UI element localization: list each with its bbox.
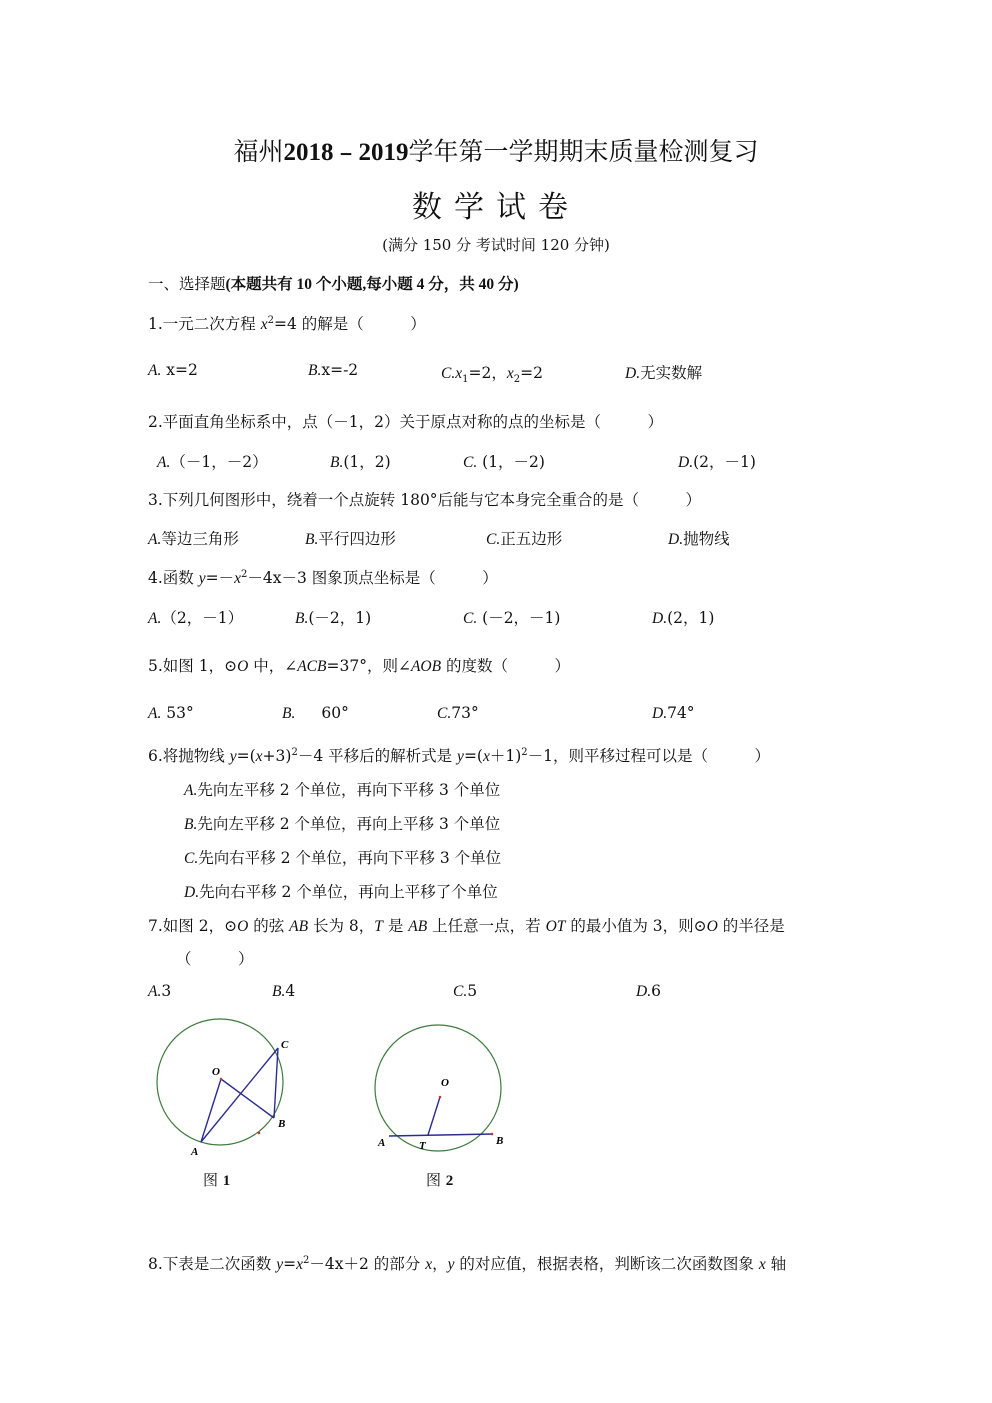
question-1: 1.一元二次方程 $x^2=4$ 的解是（ ） (148, 314, 426, 333)
fig1-label-o: O (212, 1066, 220, 1078)
fig2-label-t: T (419, 1140, 426, 1152)
question-8: 8.下表是二次函数 $y=x^2-4x+2$ 的部分 x，y 的对应值，根据表格，判断该二次函数图象 x 轴 (148, 1254, 787, 1273)
fig1-label-a: A (191, 1146, 199, 1158)
fig1-segments (201, 1048, 278, 1142)
figure-2-diagram (368, 1018, 518, 1168)
q1-option-b: B.x=-2 (308, 361, 359, 379)
q4-option-b: B.(－2，1) (295, 609, 372, 627)
q6-option-a: A.先向左平移 2 个单位，再向下平移 3 个单位 (184, 781, 501, 799)
q1-option-d: D.无实数解 (625, 364, 703, 382)
figure-1-diagram (148, 1012, 298, 1162)
fig2-center-dot (439, 1096, 442, 1099)
question-5: 5.如图 1，⊙O 中，∠ACB=37°，则∠AOB 的度数（ ） (148, 657, 571, 675)
fig2-label-b: B (496, 1135, 504, 1147)
q3-option-b: B.平行四边形 (305, 530, 396, 548)
q2-option-d: D.(2，－1) (678, 453, 756, 471)
q7-option-b: B.4 (272, 982, 296, 1000)
fig2-label-a: A (378, 1137, 386, 1149)
question-4: 4.函数 $y=-x^2-4x-3$ 图象顶点坐标是（ ） (148, 568, 498, 587)
question-6: 6.将抛物线 $y=(x+3)^2-4$ 平移后的解析式是 $y=(x+1)^2-1$，则平移过程可以是（ ） (148, 746, 771, 765)
q3-option-d: D.抛物线 (668, 530, 730, 548)
fig2-circle (375, 1025, 504, 1151)
fig1-center-dot (220, 1078, 223, 1081)
fig2-segments (389, 1097, 493, 1136)
q5-option-d: D.74° (652, 704, 695, 722)
q1-option-a: A. x=2 (148, 361, 198, 379)
q3-option-a: A.等边三角形 (148, 530, 239, 548)
fig1-label-c: C (281, 1039, 289, 1051)
exam-title: 福州2018﹣2019学年第一学期期末质量检测复习 (233, 137, 759, 166)
fig1-arc-dot (258, 1132, 261, 1135)
q6-option-d: D.先向右平移 2 个单位，再向上平移了个单位 (184, 883, 498, 901)
q7-option-c: C.5 (453, 982, 478, 1000)
exam-note: (满分 150 分 考试时间 120 分钟) (382, 236, 610, 254)
q1-option-c: $C.x_1=2$，$x_2=2$ (441, 364, 543, 386)
question-2: 2.平面直角坐标系中，点（－1，2）关于原点对称的点的坐标是（ ） (148, 413, 664, 431)
fig2-arc-dot (491, 1133, 494, 1136)
q6-option-b: B.先向左平移 2 个单位，再向上平移 3 个单位 (184, 815, 501, 833)
section-heading: 一、选择题(本题共有 10 个小题,每小题 4 分，共 40 分) (148, 275, 519, 293)
q4-option-a: A.（2，－1） (148, 609, 244, 627)
figure-1-caption: 图 1 (203, 1171, 231, 1189)
question-3: 3.下列几何图形中，绕着一个点旋转 180°后能与它本身完全重合的是（ ） (148, 491, 702, 509)
q3-option-c: C.正五边形 (486, 530, 563, 548)
question-7-paren: （ ） (176, 950, 254, 968)
q4-option-d: D.(2，1) (652, 609, 715, 627)
q5-option-b: B. 60° (282, 704, 349, 722)
q2-option-a: A.（－1，－2） (157, 453, 268, 471)
q5-option-a: A. 53° (148, 704, 194, 722)
q5-option-c: C.73° (437, 704, 479, 722)
figure-2-caption: 图 2 (426, 1171, 454, 1189)
q7-option-d: D.6 (636, 982, 661, 1000)
q2-option-b: B.(1，2) (330, 453, 391, 471)
exam-subtitle: 数学试卷 (412, 190, 580, 225)
fig2-label-o: O (441, 1077, 449, 1089)
q7-option-a: A.3 (148, 982, 172, 1000)
q2-option-c: C. (1，－2) (463, 453, 545, 471)
q6-option-c: C.先向右平移 2 个单位，再向下平移 3 个单位 (184, 849, 502, 867)
fig1-label-b: B (278, 1118, 286, 1130)
q4-option-c: C. (－2，－1) (463, 609, 561, 627)
question-7: 7.如图 2，⊙O 的弦 AB 长为 8，T 是 AB 上任意一点，若 OT 的最小值为 3，则⊙O 的半径是 (148, 917, 785, 935)
